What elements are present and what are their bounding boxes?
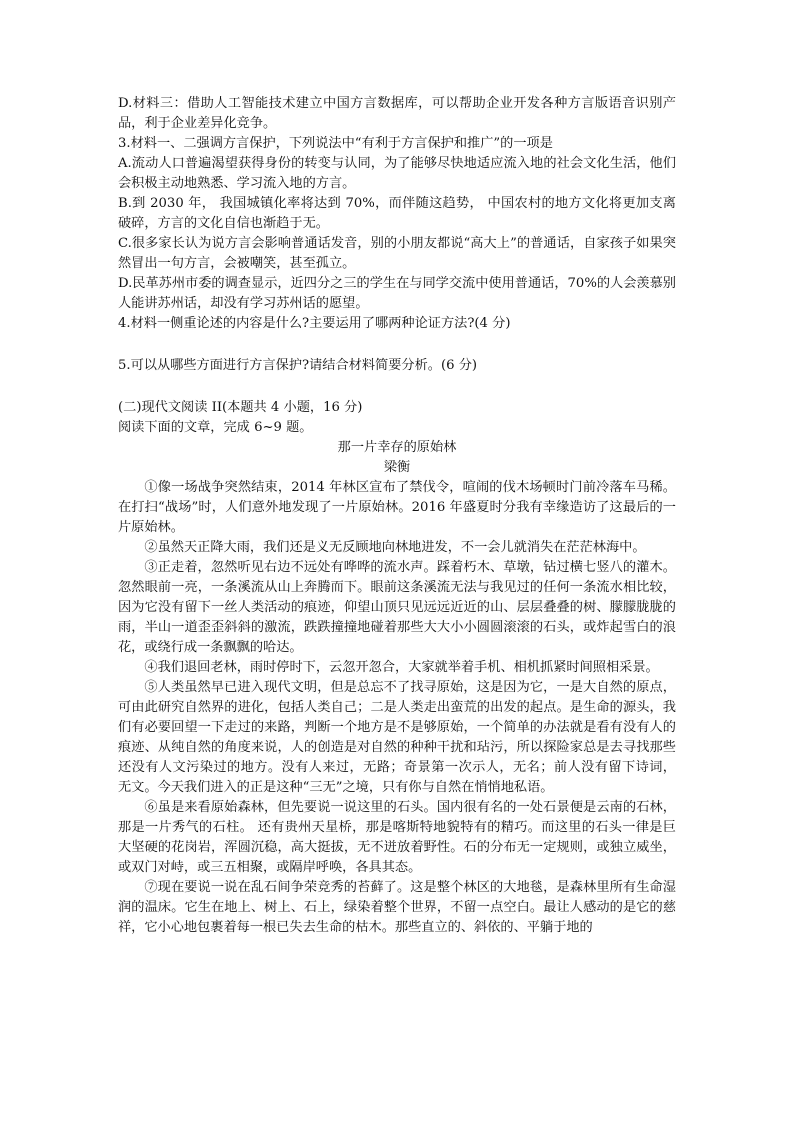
article-paragraph: ⑦现在要说一说在乱石间争荣竞秀的苔藓了。这是整个林区的大地毯，是森林里所有生命湿润的温床。它生在地上、树上、石上，绿染着整个世界，不留一点空白。最让人感动的是它的慈祥，它小心地包裹着每一根已失去生命的枯木。那些直立的、斜依的、平躺于地的 xyxy=(118,880,676,935)
exam-page xyxy=(118,94,676,938)
article-title: 那一片幸存的原始林 xyxy=(337,440,457,455)
article-paragraph: ③正走着，忽然听见右边不远处有哗哗的流水声。踩着朽木、草墩，钻过横七竖八的灌木。忽然眼前一亮，一条溪流从山上奔腾而下。眼前这条溪流无法与我见过的任何一条流水相比较，因为它没有留下一丝人类活动的痕迹，仰望山顶只见远远近近的山、层层叠叠的树、朦朦胧胧的雨，半山一道歪歪斜斜的激流，跌跌撞撞地碰着那些大大小小圆圆滚滚的石头，或炸起雪白的浪花，或绕行成一条飘飘的哈达。 xyxy=(118,560,676,655)
article-paragraph: ⑥虽是来看原始森林，但先要说一说这里的石头。国内很有名的一处石景便是云南的石林，那是一片秀气的石柱。 还有贵州天星桥，那是喀斯特地貌特有的精巧。而这里的石头一律是巨大坚硬的花岗岩，浑圆沉稳，高大挺拔，无不迸放着野性。石的分布无一定规则，或独立威坐，或双门对峙，或三五相聚，或隔岸呼唤，各具其态。 xyxy=(118,800,676,875)
q4: 4.材料一侧重论述的内容是什么?主要运用了哪两种论证方法?(4 分) xyxy=(118,316,511,331)
answer-space xyxy=(118,376,676,398)
q5: 5.可以从哪些方面进行方言保护?请结合材料简要分析。(6 分) xyxy=(118,358,478,373)
q3-option-a: A.流动人口普遍渴望获得身份的转变与认同，为了能够尽快地适应流入地的社会文化生活，他们会积极主动地熟悉、学习流入地的方言。 xyxy=(118,156,676,191)
section-heading: (二)现代文阅读 II(本题共 4 小题，16 分) xyxy=(118,400,363,415)
article-paragraph: ④我们退回老林，雨时停时下，云忽开忽合，大家就举着手机、相机抓紧时间照相采景。 xyxy=(144,660,659,675)
q3-option-b: B.到 2030 年， 我国城镇化率将达到 70%，而伴随这趋势， 中国农村的地方文化将更加支离破碎，方言的文化自信也渐趋于无。 xyxy=(118,196,676,231)
article-body xyxy=(118,478,676,938)
q3-option-c: C.很多家长认为说方言会影响普通话发音，别的小朋友都说“高大上”的普通话，自家孩子如果突然冒出一句方言，会被嘲笑，甚至孤立。 xyxy=(118,236,676,271)
answer-space xyxy=(118,334,676,356)
q2-option-d: D.材料三：借助人工智能技术建立中国方言数据库，可以帮助企业开发各种方言版语音识别产品，利于企业差异化竞争。 xyxy=(118,96,676,131)
section-instruction: 阅读下面的文章，完成 6~9 题。 xyxy=(118,420,313,435)
q3-stem: 3.材料一、二强调方言保护，下列说法中“有利于方言保护和推广”的一项是 xyxy=(118,136,553,151)
article-paragraph: ⑤人类虽然早已进入现代文明，但是总忘不了找寻原始，这是因为它，一是大自然的原点，可由此研究自然界的进化，包括人类自己；二是人类走出蛮荒的出发的起点。是生命的源头，我们有必要回望一下走过的来路，判断一个地方是不是够原始，一个简单的办法就是看有没有人的痕迹、从纯自然的角度来说，人的创造是对自然的种种干扰和玷污，所以探险家总是去寻找那些还没有人文污染过的地方。没有人来过，无路；奇景第一次示人，无名；前人没有留下诗词， 无文。今天我们进入的正是这种“三无”之境，只有你与自然在悄悄地私语。 xyxy=(118,680,676,795)
q3-option-d: D.民革苏州市委的调查显示，近四分之三的学生在与同学交流中使用普通话，70%的人会羡慕别人能讲苏州话，却没有学习苏州话的愿望。 xyxy=(118,276,676,311)
article-paragraph: ①像一场战争突然结束，2014 年林区宣布了禁伐令，喧闹的伐木场顿时门前冷落车马稀。在打扫“战场”时，人们意外地发现了一片原始林。2016 年盛夏时分我有幸缘造访了这最后的一片原始林。 xyxy=(118,480,676,535)
article-paragraph: ②虽然天正降大雨，我们还是义无反顾地向林地进发，不一会儿就消失在茫茫林海中。 xyxy=(144,540,646,555)
article-author: 梁衡 xyxy=(383,460,411,475)
